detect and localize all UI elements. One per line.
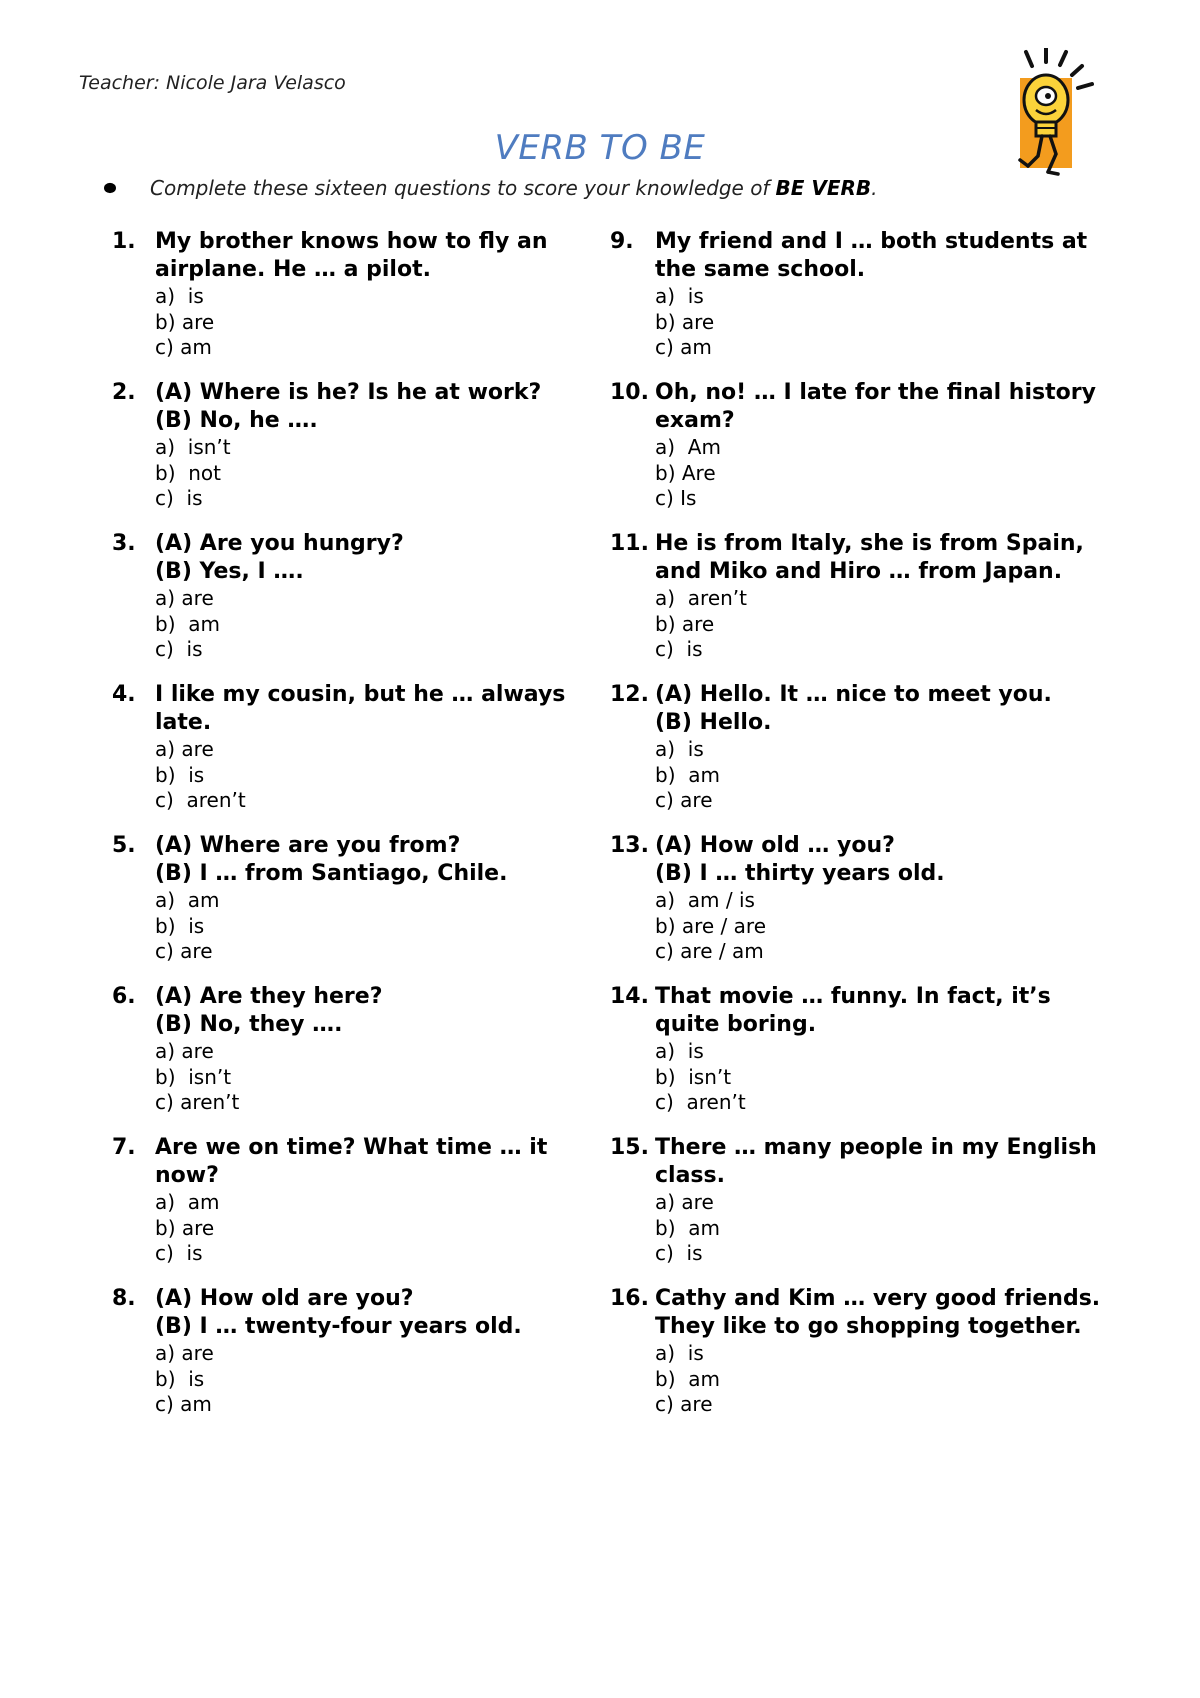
answer-option[interactable]: a) am / is bbox=[655, 888, 755, 912]
answer-option[interactable]: c) am bbox=[155, 1392, 212, 1416]
answer-options bbox=[655, 435, 1115, 512]
question-line: (B) No, they …. bbox=[155, 1012, 343, 1037]
question-text bbox=[655, 1134, 1115, 1267]
answer-option[interactable]: c) am bbox=[655, 335, 712, 359]
question-line: airplane. He … a pilot. bbox=[155, 257, 431, 282]
question-number: 3. bbox=[112, 531, 136, 556]
answer-option[interactable]: c) is bbox=[155, 1241, 203, 1265]
answer-option[interactable]: b) isn’t bbox=[155, 1064, 232, 1089]
questions-right-column bbox=[612, 228, 1132, 1436]
answer-options bbox=[155, 1341, 615, 1418]
question-line: I like my cousin, but he … always bbox=[155, 682, 566, 707]
bullet-icon bbox=[104, 183, 116, 193]
question-text bbox=[655, 681, 1115, 814]
question-number: 2. bbox=[112, 380, 136, 405]
question-number: 10. bbox=[610, 380, 649, 405]
answer-option[interactable]: b) am bbox=[655, 1215, 720, 1240]
teacher-name: Teacher: Nicole Jara Velasco bbox=[79, 72, 346, 94]
answer-options bbox=[155, 1190, 615, 1267]
answer-option[interactable]: b) not bbox=[155, 460, 221, 485]
question-number: 13. bbox=[610, 833, 649, 858]
answer-option[interactable]: b) am bbox=[655, 762, 720, 787]
answer-options bbox=[655, 737, 1115, 814]
answer-options bbox=[155, 284, 615, 361]
answer-option[interactable]: a) are bbox=[155, 737, 214, 761]
question-line: (B) I … from Santiago, Chile. bbox=[155, 861, 508, 886]
question-line: There … many people in my English bbox=[655, 1135, 1097, 1160]
question-text bbox=[155, 228, 615, 361]
question-line: (B) I … twenty-four years old. bbox=[155, 1314, 522, 1339]
answer-options bbox=[155, 435, 615, 512]
question-item bbox=[112, 530, 632, 681]
answer-option[interactable]: c) is bbox=[155, 486, 203, 510]
question-number: 4. bbox=[112, 682, 136, 707]
question-line: late. bbox=[155, 710, 212, 735]
question-number: 6. bbox=[112, 984, 136, 1009]
question-item bbox=[612, 832, 1132, 983]
answer-option[interactable]: c) Is bbox=[655, 486, 697, 510]
question-text bbox=[155, 530, 615, 663]
answer-option[interactable]: c) aren’t bbox=[155, 1090, 240, 1114]
question-text bbox=[655, 379, 1115, 512]
answer-option[interactable]: b) is bbox=[155, 1366, 205, 1391]
question-text bbox=[155, 983, 615, 1116]
question-line: now? bbox=[155, 1163, 219, 1188]
answer-options bbox=[155, 888, 615, 965]
answer-option[interactable]: c) are bbox=[655, 1392, 713, 1416]
question-number: 15. bbox=[610, 1135, 649, 1160]
question-item bbox=[612, 1134, 1132, 1285]
question-item bbox=[112, 681, 632, 832]
question-line: (A) How old are you? bbox=[155, 1286, 414, 1311]
question-text bbox=[155, 1285, 615, 1418]
question-item bbox=[612, 681, 1132, 832]
question-line: (A) Are you hungry? bbox=[155, 531, 404, 556]
question-line: Are we on time? What time … it bbox=[155, 1135, 548, 1160]
instruction-line bbox=[104, 176, 878, 200]
answer-option[interactable]: c) are bbox=[655, 788, 713, 812]
answer-option[interactable]: b) is bbox=[155, 762, 205, 787]
question-item bbox=[612, 228, 1132, 379]
question-text bbox=[155, 1134, 615, 1267]
question-line: and Miko and Hiro … from Japan. bbox=[655, 559, 1063, 584]
answer-option[interactable]: b) are bbox=[155, 309, 215, 334]
question-line: (A) Hello. It … nice to meet you. bbox=[655, 682, 1052, 707]
answer-option[interactable]: a) is bbox=[655, 737, 704, 761]
question-text bbox=[655, 1285, 1115, 1418]
question-item bbox=[612, 379, 1132, 530]
answer-option[interactable]: b) are / are bbox=[655, 913, 766, 938]
question-line: They like to go shopping together. bbox=[655, 1314, 1082, 1339]
question-item bbox=[112, 379, 632, 530]
question-line: (A) Where are you from? bbox=[155, 833, 461, 858]
question-item bbox=[112, 983, 632, 1134]
answer-option[interactable]: b) are bbox=[655, 309, 715, 334]
answer-option[interactable]: a) are bbox=[655, 1190, 714, 1214]
answer-options bbox=[655, 1039, 1115, 1116]
answer-option[interactable]: c) am bbox=[155, 335, 212, 359]
questions-left-column bbox=[112, 228, 632, 1436]
answer-options bbox=[655, 586, 1115, 663]
answer-options bbox=[155, 586, 615, 663]
answer-option[interactable]: a) are bbox=[155, 586, 214, 610]
instruction-text: Complete these sixteen questions to score your knowledge of bbox=[150, 176, 770, 200]
answer-option[interactable]: a) aren’t bbox=[655, 586, 747, 610]
answer-option[interactable]: c) aren’t bbox=[655, 1090, 746, 1114]
answer-option[interactable]: b) isn’t bbox=[655, 1064, 732, 1089]
answer-options bbox=[655, 284, 1115, 361]
question-number: 8. bbox=[112, 1286, 136, 1311]
answer-option[interactable]: b) are bbox=[655, 611, 715, 636]
question-text bbox=[655, 983, 1115, 1116]
answer-option[interactable]: c) is bbox=[655, 637, 703, 661]
question-number: 16. bbox=[610, 1286, 649, 1311]
question-number: 9. bbox=[610, 229, 634, 254]
question-line: (B) Hello. bbox=[655, 710, 772, 735]
question-text bbox=[655, 530, 1115, 663]
answer-option[interactable]: a) is bbox=[655, 1341, 704, 1365]
instruction-emphasis: BE VERB bbox=[775, 176, 872, 200]
worksheet-title: VERB TO BE bbox=[494, 128, 706, 168]
answer-option[interactable]: b) am bbox=[155, 611, 220, 636]
question-line: exam? bbox=[655, 408, 735, 433]
answer-option[interactable]: c) are bbox=[155, 939, 213, 963]
question-number: 5. bbox=[112, 833, 136, 858]
answer-options bbox=[155, 1039, 615, 1116]
answer-option[interactable]: c) are / am bbox=[655, 939, 764, 963]
question-item bbox=[112, 228, 632, 379]
answer-option[interactable]: a) is bbox=[655, 1039, 704, 1063]
question-item bbox=[112, 832, 632, 983]
question-item bbox=[612, 1285, 1132, 1436]
question-line: (A) How old … you? bbox=[655, 833, 895, 858]
answer-option[interactable]: a) am bbox=[155, 1190, 220, 1214]
question-line: That movie … funny. In fact, it’s bbox=[655, 984, 1051, 1009]
question-item bbox=[112, 1134, 632, 1285]
answer-option[interactable]: c) aren’t bbox=[155, 788, 246, 812]
answer-option[interactable]: b) Are bbox=[655, 460, 716, 485]
question-line: My brother knows how to fly an bbox=[155, 229, 548, 254]
question-line: (A) Where is he? Is he at work? bbox=[155, 380, 542, 405]
question-line: (B) Yes, I …. bbox=[155, 559, 304, 584]
question-text bbox=[155, 832, 615, 965]
question-line: (B) I … thirty years old. bbox=[655, 861, 945, 886]
question-item bbox=[612, 530, 1132, 681]
lightbulb-character-icon bbox=[1010, 48, 1110, 198]
answer-options bbox=[655, 1190, 1115, 1267]
answer-options bbox=[155, 737, 615, 814]
question-text bbox=[655, 832, 1115, 965]
answer-options bbox=[655, 888, 1115, 965]
question-line: Cathy and Kim … very good friends. bbox=[655, 1286, 1101, 1311]
answer-option[interactable]: c) is bbox=[155, 637, 203, 661]
question-line: Oh, no! … I late for the final history bbox=[655, 380, 1096, 405]
question-text bbox=[655, 228, 1115, 361]
question-line: My friend and I … both students at bbox=[655, 229, 1088, 254]
question-line: He is from Italy, she is from Spain, bbox=[655, 531, 1084, 556]
question-line: (B) No, he …. bbox=[155, 408, 318, 433]
question-number: 7. bbox=[112, 1135, 136, 1160]
question-number: 14. bbox=[610, 984, 649, 1009]
question-item bbox=[612, 983, 1132, 1134]
answer-option[interactable]: a) Am bbox=[655, 435, 721, 459]
answer-option[interactable]: b) am bbox=[655, 1366, 720, 1391]
answer-options bbox=[655, 1341, 1115, 1418]
question-number: 1. bbox=[112, 229, 136, 254]
question-text bbox=[155, 379, 615, 512]
answer-option[interactable]: a) isn’t bbox=[155, 435, 231, 459]
question-number: 11. bbox=[610, 531, 649, 556]
question-line: class. bbox=[655, 1163, 725, 1188]
question-number: 12. bbox=[610, 682, 649, 707]
answer-option[interactable]: a) is bbox=[155, 284, 204, 308]
question-text bbox=[155, 681, 615, 814]
question-item bbox=[112, 1285, 632, 1436]
answer-option[interactable]: a) am bbox=[155, 888, 220, 912]
answer-option[interactable]: b) are bbox=[155, 1215, 215, 1240]
question-line: (A) Are they here? bbox=[155, 984, 383, 1009]
instruction-suffix: . bbox=[871, 176, 878, 200]
answer-option[interactable]: a) is bbox=[655, 284, 704, 308]
answer-option[interactable]: a) are bbox=[155, 1341, 214, 1365]
question-line: the same school. bbox=[655, 257, 866, 282]
answer-option[interactable]: a) are bbox=[155, 1039, 214, 1063]
answer-option[interactable]: c) is bbox=[655, 1241, 703, 1265]
question-line: quite boring. bbox=[655, 1012, 817, 1037]
answer-option[interactable]: b) is bbox=[155, 913, 205, 938]
